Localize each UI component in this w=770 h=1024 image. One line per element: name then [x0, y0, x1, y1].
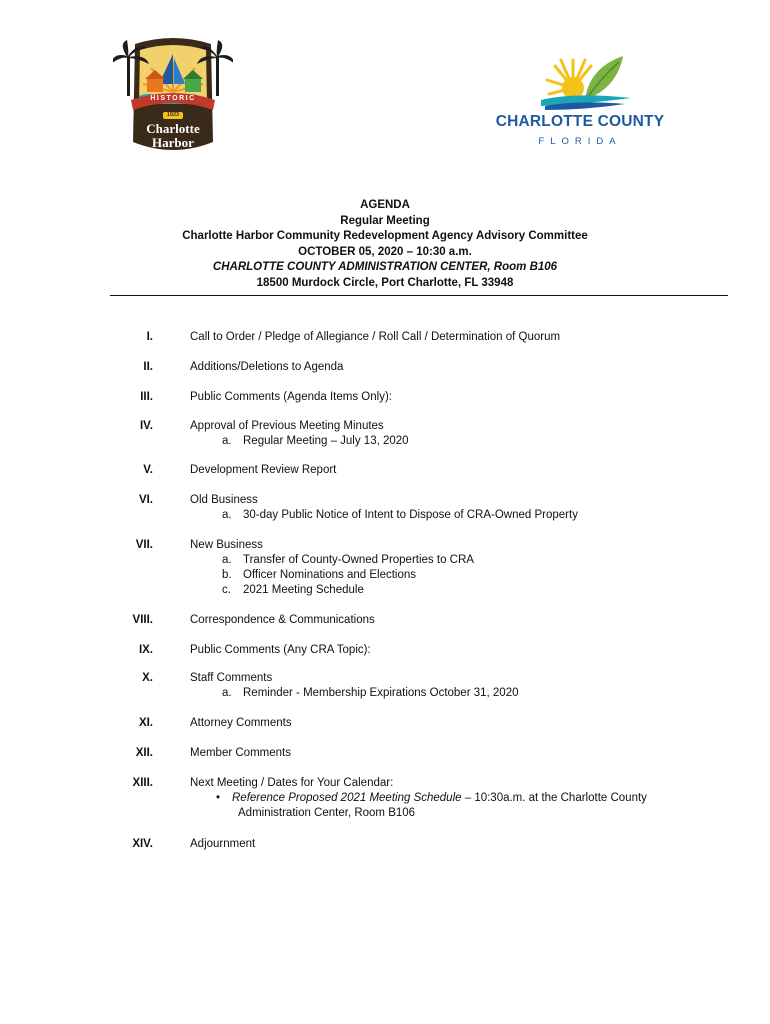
meeting-type: Regular Meeting: [340, 214, 430, 227]
sub-item-letter: a.: [222, 554, 232, 566]
item-text: Public Comments (Any CRA Topic):: [190, 644, 371, 656]
logo-name-line2: Harbor: [152, 135, 194, 150]
sub-item: [190, 568, 730, 583]
item-text: Development Review Report: [190, 464, 337, 476]
agenda-title: AGENDA: [360, 199, 410, 211]
sub-item-text: Transfer of County-Owned Properties to CRA: [243, 554, 474, 566]
bullet-text-line2: Administration Center, Room B106: [238, 807, 416, 819]
sub-item-letter: c.: [222, 584, 231, 596]
sub-item-text: Officer Nominations and Elections: [243, 569, 417, 581]
item-number: XIII.: [132, 777, 153, 789]
item-number: VIII.: [132, 614, 153, 626]
sub-item-text: 30-day Public Notice of Intent to Dispose of CRA-Owned Property: [243, 509, 578, 521]
item-text: Adjournment: [190, 838, 256, 850]
item-text: Correspondence & Communications: [190, 614, 375, 626]
sub-item: [190, 686, 730, 701]
item-text: New Business: [190, 539, 263, 551]
logo-left-text: [113, 34, 233, 156]
item-text: Old Business: [190, 494, 258, 506]
item-number: IX.: [138, 644, 153, 656]
item-number: XIV.: [132, 838, 153, 850]
sub-item-text: 2021 Meeting Schedule: [243, 584, 364, 596]
item-number: IV.: [139, 420, 153, 432]
item-text: Staff Comments: [190, 672, 273, 684]
item-text: Public Comments (Agenda Items Only):: [190, 391, 392, 403]
logo-banner-text: HISTORIC: [150, 95, 196, 102]
logo-name-line1: Charlotte: [146, 121, 200, 136]
county-name: CHARLOTTE COUNTY: [495, 113, 665, 130]
bullet-italic-text: Reference Proposed 2021 Meeting Schedule: [232, 792, 462, 804]
item-text: Additions/Deletions to Agenda: [190, 361, 344, 373]
sub-item: [190, 583, 730, 598]
header-divider: [110, 295, 728, 296]
item-number: I.: [146, 331, 153, 343]
sun-leaf-icon: [535, 52, 635, 112]
charlotte-county-logo: [495, 52, 665, 152]
sub-item-letter: a.: [222, 509, 232, 521]
sub-item-text: Reminder - Membership Expirations October 31, 2020: [243, 687, 519, 699]
sub-item-text: Regular Meeting – July 13, 2020: [243, 435, 409, 447]
bullet-continuation: [190, 806, 730, 821]
item-text: Attorney Comments: [190, 717, 292, 729]
item-number: II.: [143, 361, 153, 373]
item-text: Approval of Previous Meeting Minutes: [190, 420, 384, 432]
meeting-date: OCTOBER 05, 2020 – 10:30 a.m.: [298, 245, 472, 258]
item-number: V.: [143, 464, 153, 476]
item-number: III.: [140, 391, 153, 403]
sub-item-letter: a.: [222, 687, 232, 699]
sub-item: [190, 434, 730, 449]
item-number: XI.: [138, 717, 153, 729]
meeting-address: 18500 Murdock Circle, Port Charlotte, FL 33948: [256, 276, 514, 289]
bullet-item: [190, 791, 730, 806]
sub-item-letter: a.: [222, 435, 232, 447]
item-number: XII.: [135, 747, 153, 759]
item-text: Member Comments: [190, 747, 291, 759]
sub-item-letter: b.: [222, 569, 232, 581]
logo-year-text: 1923: [166, 112, 180, 118]
item-number: X.: [142, 672, 153, 684]
agenda-header: [0, 198, 770, 291]
county-state: FLORIDA: [538, 136, 622, 147]
committee-name: Charlotte Harbor Community Redevelopment Agency Advisory Committee: [182, 230, 588, 242]
meeting-location: CHARLOTTE COUNTY ADMINISTRATION CENTER, Room B106: [212, 261, 558, 273]
item-number: VI.: [138, 494, 153, 506]
item-text: Call to Order / Pledge of Allegiance / Roll Call / Determination of Quorum: [190, 331, 561, 343]
item-text: Next Meeting / Dates for Your Calendar:: [190, 777, 394, 789]
sub-item: [190, 508, 730, 523]
item-number: VII.: [135, 539, 153, 551]
bullet-text: – 10:30a.m. at the Charlotte County: [461, 792, 647, 804]
bullet-symbol: •: [216, 792, 221, 804]
sub-item: [190, 553, 730, 568]
